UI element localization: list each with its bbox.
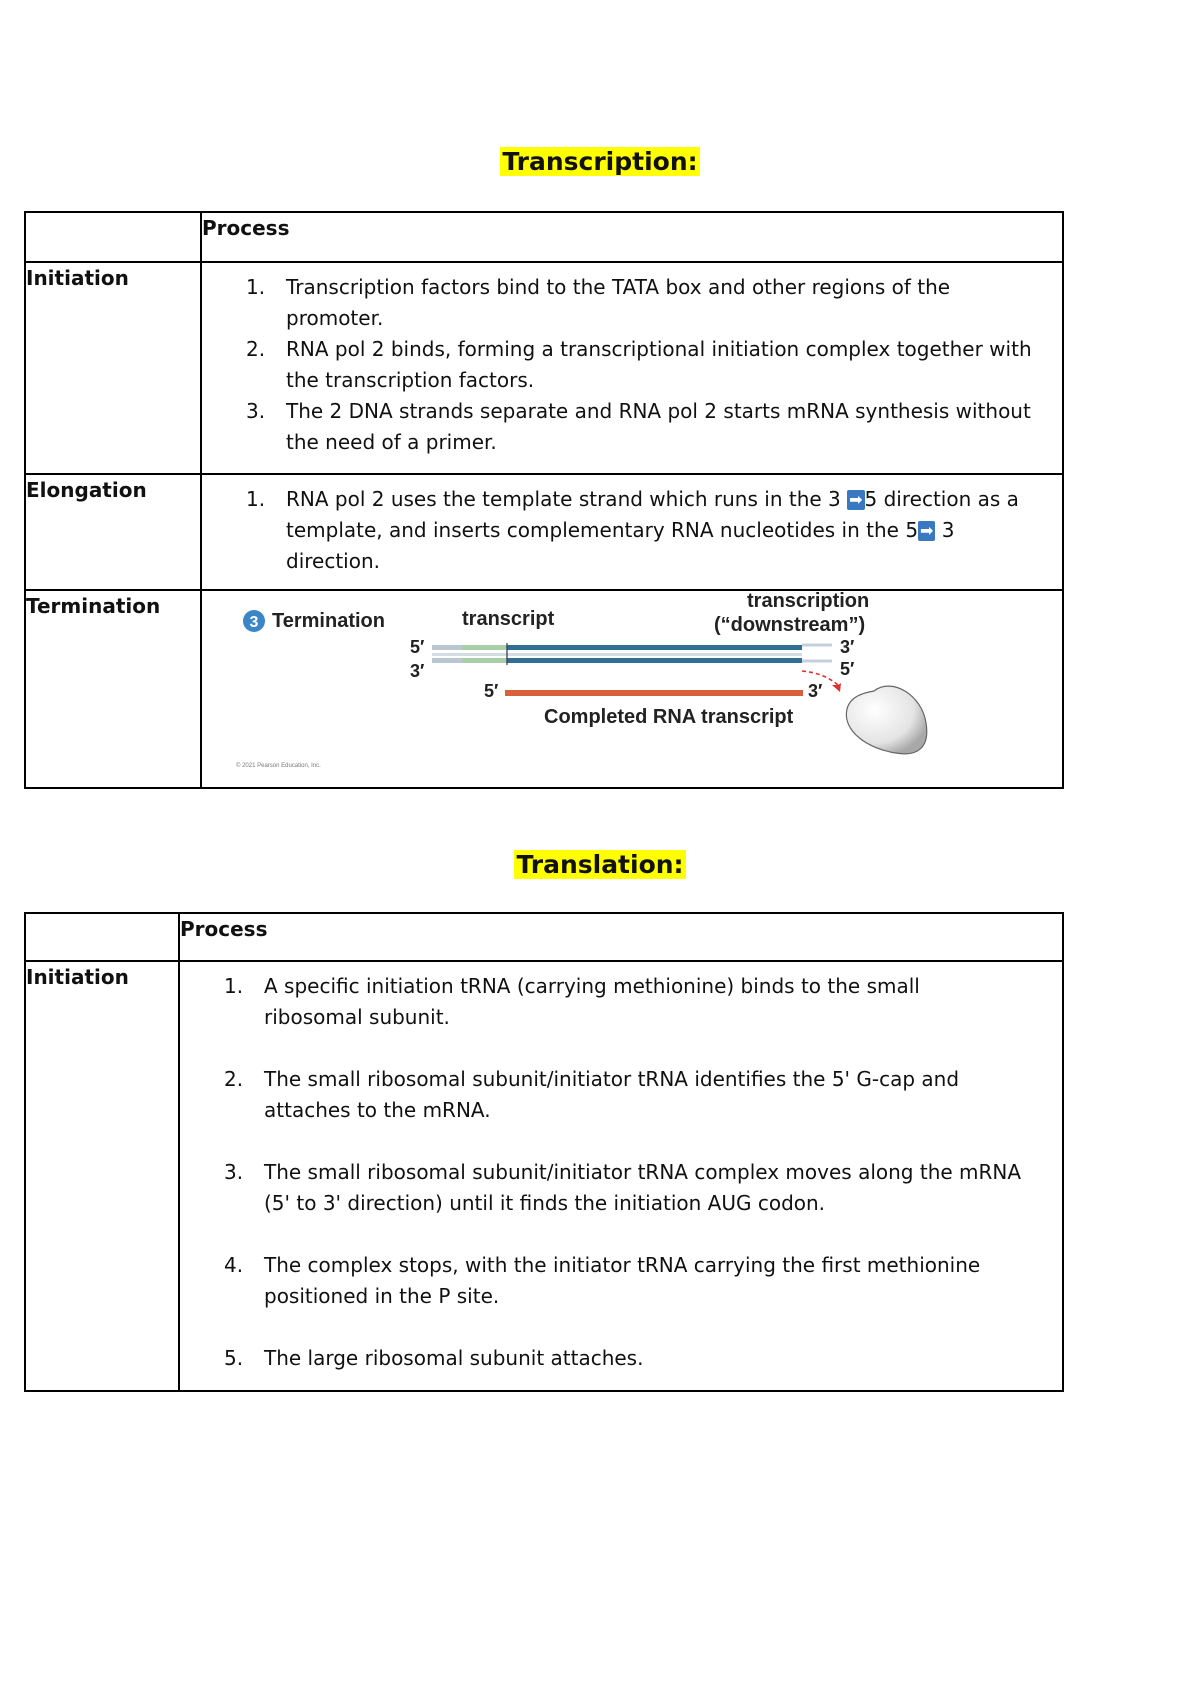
termination-row	[25, 590, 1063, 788]
list-item: 2. RNA pol 2 binds, forming a transcriptional initiation complex together with the transcription factors.	[246, 337, 1032, 392]
list-item: 3. The small ribosomal subunit/initiator tRNA complex moves along the mRNA (5' to 3' direction) until it finds the initiation AUG codon.	[224, 1160, 1022, 1215]
initiation-row	[25, 262, 1063, 474]
rna-transcript-strand	[505, 690, 803, 696]
rna-5prime: 5′	[484, 681, 499, 701]
right-arrow-icon: ➡	[920, 521, 934, 540]
termination-figure-cell	[201, 590, 1063, 788]
downstream-top-label: transcription	[747, 591, 870, 612]
initiation-label: Initiation	[25, 262, 201, 474]
list-item: 1. Transcription factors bind to the TATA box and other regions of the promoter.	[246, 275, 951, 330]
right-arrow-icon: ➡	[849, 490, 863, 509]
step-title: Termination	[272, 610, 385, 632]
elongation-steps	[202, 484, 1054, 577]
table-header-row	[25, 913, 1063, 961]
dna-3prime-left: 3′	[410, 661, 425, 681]
empty-corner-cell	[25, 212, 201, 262]
empty-corner-cell	[25, 913, 179, 961]
termination-label: Termination	[25, 590, 201, 788]
completed-transcript-label: Completed RNA transcript	[544, 706, 794, 728]
initiation-steps	[202, 272, 1034, 458]
dna-5prime-left: 5′	[410, 637, 425, 657]
list-item: 5. The large ribosomal subunit attaches.	[224, 1346, 644, 1370]
list-item: 2. The small ribosomal subunit/initiator tRNA identifies the 5' G-cap and attaches to the mRNA.	[224, 1067, 960, 1122]
termination-figure	[202, 591, 1062, 787]
dna-top-strand	[507, 645, 802, 650]
rna-3prime: 3′	[808, 681, 823, 701]
dna-5prime-right: 5′	[840, 659, 855, 679]
transcription-table	[24, 211, 1064, 789]
transcription-heading: Transcription:	[502, 147, 698, 176]
list-item: 1. A specific initiation tRNA (carrying methionine) binds to the small ribosomal subunit.	[224, 974, 920, 1029]
table-header-row	[25, 212, 1063, 262]
dna-bottom-strand	[507, 658, 802, 663]
translation-table	[24, 912, 1064, 1392]
list-item: 3. The 2 DNA strands separate and RNA pol 2 starts mRNA synthesis without the need of a primer.	[246, 399, 1031, 454]
list-item: 1. RNA pol 2 uses the template strand which runs in the 3 ➡ 5 direction as a template, and inserts complementary RNA nucleotides in the 5 ➡ 3 direction.	[246, 487, 1019, 573]
initiation-row	[25, 961, 1063, 1391]
downstream-label: (“downstream”)	[714, 614, 866, 636]
initiation-label: Initiation	[25, 961, 179, 1391]
elongation-label: Elongation	[25, 474, 201, 590]
dna-3prime-right: 3′	[840, 637, 855, 657]
translation-heading: Translation:	[516, 850, 684, 879]
process-header: Process	[201, 212, 1063, 262]
transcript-label: transcript	[462, 608, 555, 630]
process-header: Process	[179, 913, 1063, 961]
elongation-row	[25, 474, 1063, 590]
list-item: 4. The complex stops, with the initiator tRNA carrying the first methionine positioned in the P site.	[224, 1253, 981, 1308]
step-number: 3	[249, 614, 259, 631]
figure-copyright: © 2021 Pearson Education, Inc.	[236, 763, 321, 769]
translation-initiation-steps	[180, 971, 1022, 1374]
rna-polymerase-icon	[846, 686, 926, 754]
